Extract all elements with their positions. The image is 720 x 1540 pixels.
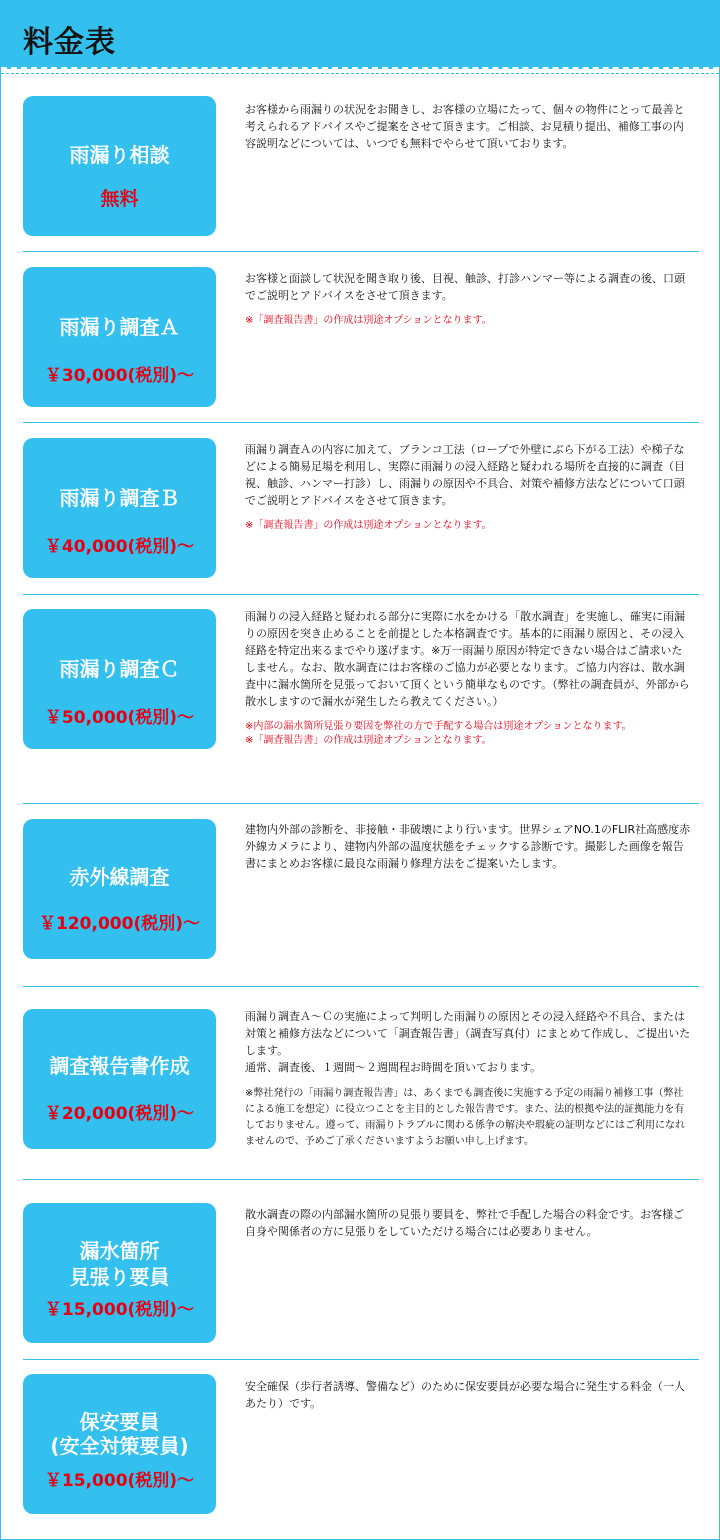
row-divider bbox=[23, 986, 699, 987]
price-row-survey-c bbox=[23, 609, 699, 779]
description-text: 建物内外部の診断を、非接触・非破壊により行います。世界シェアNO.1のFLIR社高感度赤外線カメラにより、建物内外部の温度状態をチェックする診断です。撮影した画像を報告書にまとめお客様に最良な雨漏り修理方法をご提案いたします。 bbox=[245, 823, 691, 870]
service-badge bbox=[23, 1203, 216, 1343]
service-name-line-2: (安全対策要員) bbox=[50, 1434, 189, 1458]
option-note: ※「調査報告書」の作成は別途オプションとなります。 bbox=[245, 315, 492, 326]
service-description bbox=[245, 608, 693, 748]
service-price: ￥15,000(税別)～ bbox=[44, 1300, 195, 1320]
service-name-line-2: 見張り要員 bbox=[69, 1265, 170, 1289]
description-text: 安全確保（歩行者誘導、警備など）のために保安要員が必要な場合に発生する料金（一人あたり）です。 bbox=[245, 1380, 685, 1410]
service-badge bbox=[23, 267, 216, 407]
price-row-security bbox=[23, 1374, 699, 1515]
service-price: ￥15,000(税別)～ bbox=[44, 1471, 195, 1491]
price-row-report bbox=[23, 1009, 699, 1150]
service-price: ￥120,000(税別)～ bbox=[39, 914, 200, 934]
service-name: 雨漏り調査Ｂ bbox=[59, 486, 180, 510]
row-divider bbox=[23, 803, 699, 804]
service-name: 保安要員 bbox=[79, 1410, 160, 1434]
service-name: 調査報告書作成 bbox=[49, 1054, 190, 1078]
service-price: ￥50,000(税別)～ bbox=[44, 708, 195, 728]
service-price: ￥20,000(税別)～ bbox=[44, 1104, 195, 1124]
service-badge bbox=[23, 1009, 216, 1149]
service-badge bbox=[23, 819, 216, 959]
row-divider bbox=[23, 251, 699, 252]
description-text: 雨漏り調査Ａ～Ｃの実施によって判明した雨漏りの原因とその浸入経路や不具合、または対策と補修方法などについて「調査報告書」（調査写真付）にまとめて作成し、ご提出いたします。 bbox=[245, 1010, 691, 1057]
service-badge bbox=[23, 1374, 216, 1514]
row-divider bbox=[23, 594, 699, 595]
service-name: 雨漏り相談 bbox=[69, 143, 170, 167]
service-badge bbox=[23, 438, 216, 578]
description-text: お客様と面談して状況を聞き取り後、目視、触診、打診ハンマー等による調査の後、口頭でご説明とアドバイスをさせて頂きます。 bbox=[245, 272, 685, 302]
description-text: 雨漏りの浸入経路と疑われる部分に実際に水をかける「散水調査」を実施し、確実に雨漏りの原因を突き止めることを前提とした本格調査です。基本的に雨漏り原因と、その浸入経路を特定出来るまでやり遂げます。※万一雨漏り原因が特定できない場合はご請求いたしません。なお、散水調査にはお客様のご協力が必要となります。ご協力内容は、散水調査中に漏水箇所を見張っておいて頂くという簡単なものです。（弊社の調査員が、外部から散水しますので漏水が発生したら教えてください。） bbox=[245, 610, 690, 708]
description-text: お客様から雨漏りの状況をお聞きし、お客様の立場にたって、個々の物件にとって最善と考えられるアドバイスやご提案をさせて頂きます。ご相談、お見積り提出、補修工事の内容説明などについては、いつでも無料でやらせて頂いております。 bbox=[245, 103, 685, 150]
option-note-2: ※「調査報告書」の作成は別途オプションとなります。 bbox=[245, 735, 492, 746]
price-row-survey-b bbox=[23, 438, 699, 579]
price-row-consultation bbox=[23, 96, 699, 237]
row-divider bbox=[23, 1359, 699, 1360]
description-text-2: 通常、調査後、１週間～２週間程お時間を頂いております。 bbox=[245, 1061, 542, 1074]
service-price: ￥40,000(税別)～ bbox=[44, 537, 195, 557]
service-name: 雨漏り調査Ａ bbox=[59, 315, 180, 339]
row-divider bbox=[23, 422, 699, 423]
service-name: 雨漏り調査Ｃ bbox=[59, 657, 180, 681]
service-price: 無料 bbox=[100, 188, 139, 210]
row-divider bbox=[23, 1179, 699, 1180]
service-description bbox=[245, 821, 693, 872]
option-note: ※「調査報告書」の作成は別途オプションとなります。 bbox=[245, 520, 492, 531]
page-header bbox=[1, 1, 719, 69]
service-description bbox=[245, 1378, 693, 1412]
price-row-infrared bbox=[23, 819, 699, 960]
service-description bbox=[245, 270, 693, 328]
service-description bbox=[245, 101, 693, 152]
price-row-survey-a bbox=[23, 267, 699, 408]
service-description bbox=[245, 1008, 693, 1150]
description-text: 雨漏り調査Ａの内容に加えて、ブランコ工法（ロープで外壁にぶら下がる工法）や梯子などによる簡易足場を利用し、実際に雨漏りの浸入経路と疑われる場所を直接的に調査（目視、触診、ハンマー打診）し、雨漏りの原因や不具合、対策や補修方法などについて口頭でご説明とアドバイスをさせて頂きます。 bbox=[245, 443, 685, 507]
service-name: 赤外線調査 bbox=[69, 865, 170, 889]
page-title: 料金表 bbox=[23, 25, 116, 60]
price-row-watcher bbox=[23, 1203, 699, 1344]
service-description bbox=[245, 441, 693, 533]
service-price: ￥30,000(税別)～ bbox=[44, 366, 195, 386]
description-note: ※弊社発行の「雨漏り調査報告書」は、あくまでも調査後に実施する予定の雨漏り補修工事（弊社による施工を想定）に役立つことを主目的とした報告書です。また、法的根拠や法的証拠能力を有しておりません。遵って、雨漏りトラブルに関わる係争の解決や瑕疵の証明などにはご利用になれませんので、予めご了承くださいますようお願い申し上げます。 bbox=[245, 1088, 685, 1147]
header-divider bbox=[1, 73, 719, 74]
service-badge bbox=[23, 609, 216, 749]
service-name: 漏水箇所 bbox=[79, 1239, 160, 1263]
service-badge bbox=[23, 96, 216, 236]
description-text: 散水調査の際の内部漏水箇所の見張り要員を、弊社で手配した場合の料金です。お客様ご自身や関係者の方に見張りをしていただける場合には必要ありません。 bbox=[245, 1208, 685, 1238]
service-description bbox=[245, 1206, 693, 1240]
option-note: ※内部の漏水箇所見張り要因を弊社の方で手配する場合は別途オプションとなります。 bbox=[245, 721, 632, 732]
